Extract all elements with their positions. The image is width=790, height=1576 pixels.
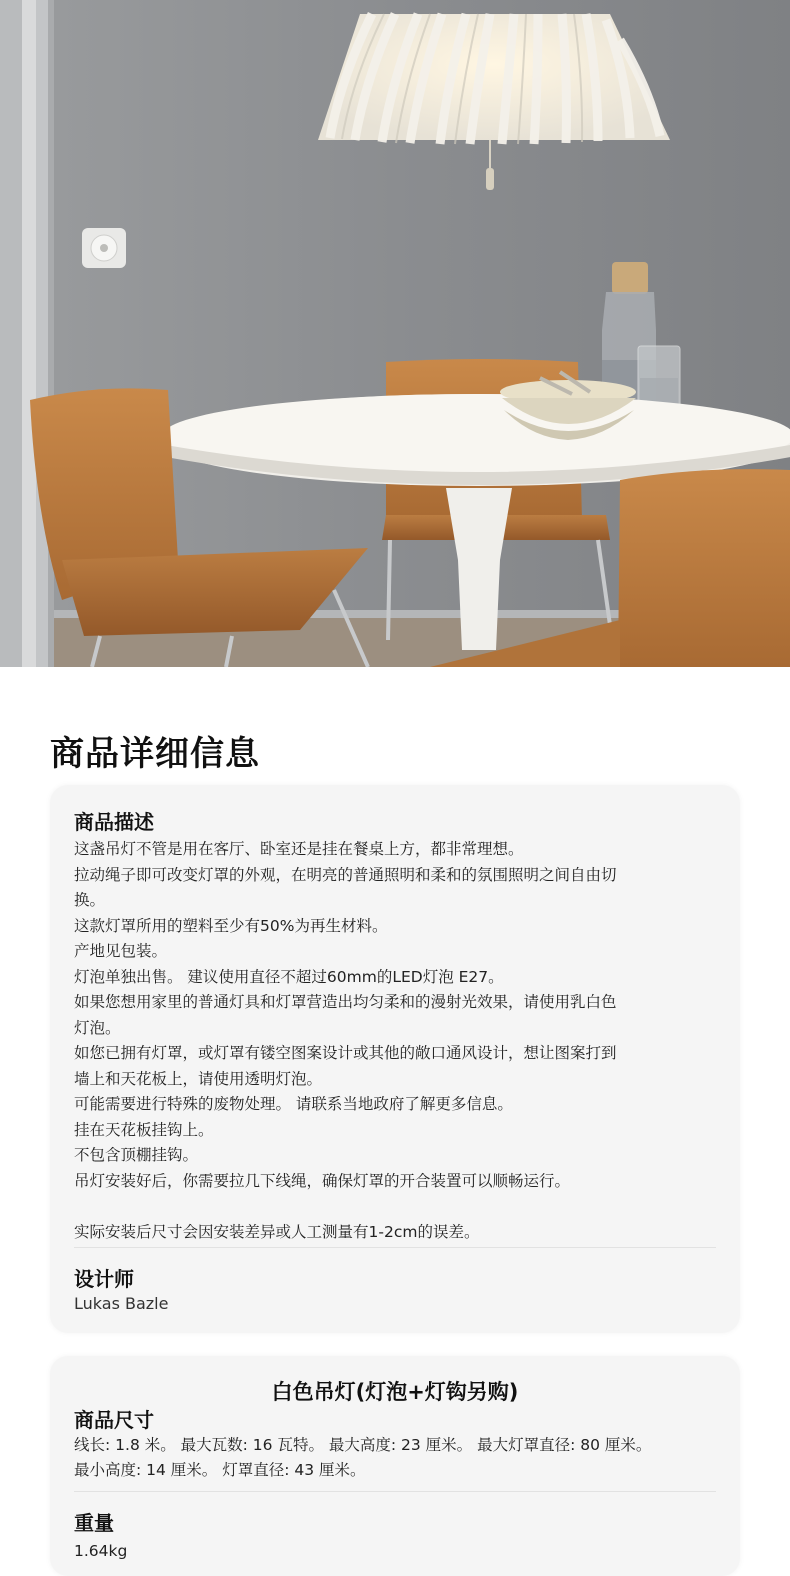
designer-name: Lukas Bazle (74, 1294, 169, 1313)
description-line: 如您已拥有灯罩，或灯罩有镂空图案设计或其他的敞口通风设计，想让图案打到 (74, 1044, 617, 1062)
product-name: 白色吊灯(灯泡+灯钩另购) (271, 1380, 519, 1404)
dimensions-title: 商品尺寸 (74, 1408, 154, 1432)
description-line: 换。 (74, 891, 106, 909)
description-text (74, 837, 724, 1245)
description-line: 不包含顶棚挂钩。 (74, 1146, 199, 1164)
product-description-card (50, 785, 740, 1333)
description-line: 挂在天花板挂钩上。 (74, 1120, 214, 1139)
description-line: 拉动绳子即可改变灯罩的外观，在明亮的普通照明和柔和的氛围照明之间自由切 (74, 865, 617, 884)
product-dimensions-card (50, 1356, 740, 1576)
weight-title: 重量 (74, 1511, 114, 1535)
dimensions-line: 线长: 1.8 米。 最大瓦数: 16 瓦特。 最大高度: 23 厘米。 最大灯罩直径: 80 厘米。 (74, 1436, 652, 1454)
weight-value: 1.64kg (74, 1542, 128, 1560)
section-divider (74, 1491, 716, 1492)
description-title: 商品描述 (74, 810, 154, 834)
description-line: 可能需要进行特殊的废物处理。 请联系当地政府了解更多信息。 (74, 1095, 513, 1113)
description-line: 如果您想用家里的普通灯具和灯罩营造出均匀柔和的漫射光效果，请使用乳白色 (74, 993, 617, 1011)
page-title: 商品详细信息 (50, 734, 260, 774)
description-line: 产地见包装。 (74, 942, 168, 960)
description-line: 实际安装后尺寸会因安装差异或人工测量有1-2cm的误差。 (74, 1222, 480, 1241)
description-line: 灯泡。 (74, 1018, 121, 1037)
description-line: 墙上和天花板上，请使用透明灯泡。 (74, 1069, 323, 1088)
dimensions-line: 最小高度: 14 厘米。 灯罩直径: 43 厘米。 (74, 1461, 366, 1479)
description-line (74, 1194, 724, 1220)
dining-scene-illustration (0, 0, 790, 667)
hero-product-photo (0, 0, 790, 667)
description-line: 灯泡单独出售。 建议使用直径不超过60mm的LED灯泡 E27。 (74, 967, 504, 986)
designer-title: 设计师 (74, 1267, 134, 1291)
description-line: 吊灯安装好后，你需要拉几下线绳，确保灯罩的开合装置可以顺畅运行。 (74, 1171, 571, 1190)
description-line: 这盏吊灯不管是用在客厅、卧室还是挂在餐桌上方，都非常理想。 (74, 840, 524, 858)
section-divider (74, 1247, 716, 1248)
description-line: 这款灯罩所用的塑料至少有50%为再生材料。 (74, 916, 388, 935)
